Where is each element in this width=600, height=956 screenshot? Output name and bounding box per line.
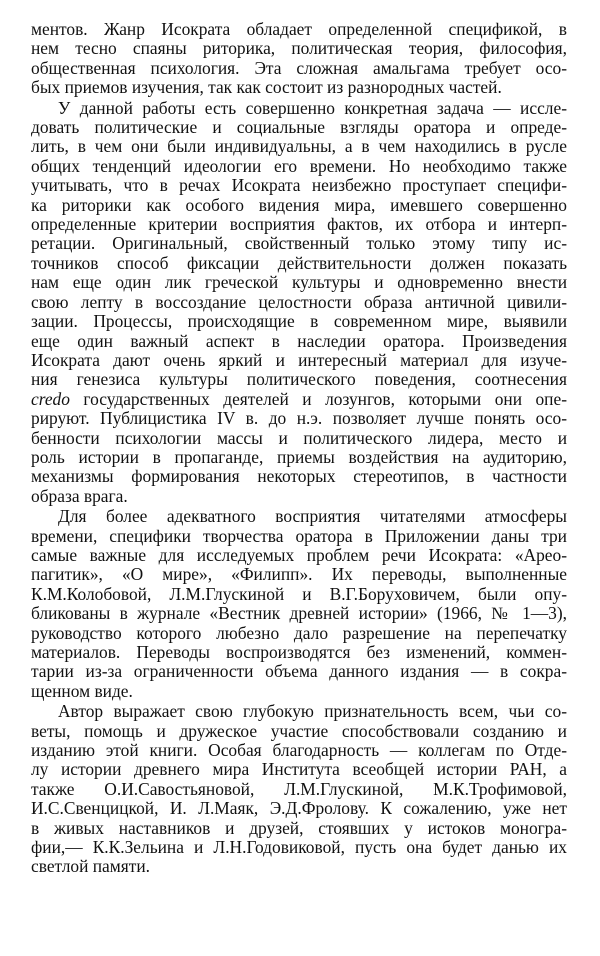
text-line: бенности психологии массы и политического лидера, место и bbox=[31, 428, 567, 448]
text-line: еще один важный аспект в наследии оратора. Произведения bbox=[31, 331, 567, 351]
text-line: щенном виде. bbox=[31, 681, 133, 701]
text-line: в живых наставников и друзей, стоявших у истоков моногра- bbox=[31, 818, 567, 838]
text-line: общественная психология. Эта сложная амальгама требует осо- bbox=[31, 58, 567, 78]
text-line: Автор выражает свою глубокую признательность всем, чьи со- bbox=[58, 702, 567, 722]
text-line: лу истории древнего мира Института всеобщей истории РАН, а bbox=[31, 760, 567, 780]
text-line: пагитик», «О мире», «Филипп». Их переводы, выполненные bbox=[31, 565, 567, 585]
text-line: светлой памяти. bbox=[31, 857, 151, 877]
paragraph-p3 bbox=[31, 702, 567, 877]
text-line: ка риторики как особого видения мира, имевшего совершенно bbox=[31, 195, 567, 215]
text-line: механизмы формирования некоторых стереотипов, в частности bbox=[31, 467, 567, 487]
text-line: Для более адекватного восприятия читателями атмосферы bbox=[58, 507, 567, 527]
text-line: точников способ фиксации действительности должен показать bbox=[31, 253, 567, 273]
text-line: бликованы в журнале «Вестник древней истории» (1966, № 1—3), bbox=[31, 604, 567, 624]
text-line: нем тесно спаяны риторика, политическая теория, философия, bbox=[31, 39, 567, 59]
text-line: веты, помощь и дружеское участие способствовали созданию и bbox=[31, 721, 567, 741]
text-line: самые важные для исследуемых проблем речи Исократа: «Арео- bbox=[31, 545, 567, 565]
text-line: нам еще один лик греческой культуры и одновременно внести bbox=[31, 273, 567, 293]
text-line: бых приемов изучения, так как состоит из разнородных частей. bbox=[31, 78, 502, 98]
text-line: общих тенденций идеологии его времени. Но необходимо также bbox=[31, 156, 567, 176]
text-line: фии,— К.К.Зельина и Л.Н.Годовиковой, пусть она будет данью их bbox=[31, 838, 567, 858]
text-line: зации. Процессы, происходящие в современном мире, выявили bbox=[31, 312, 567, 332]
text-line: ретации. Оригинальный, свойственный только этому типу ис- bbox=[31, 234, 567, 254]
text-line: руководство которого любезно дало разрешение на перепечатку bbox=[31, 623, 567, 643]
text-line: К.М.Колобовой, Л.М.Глускиной и В.Г.Боруховичем, были опу- bbox=[31, 584, 567, 604]
text-line: определенные критерии восприятия фактов, их отбора и интерп- bbox=[31, 215, 567, 235]
text-line: времени, специфики творчества оратора в Приложении даны три bbox=[31, 526, 567, 546]
text-line: лить, в чем они были индивидуальны, а в чем находились в русле bbox=[31, 137, 567, 157]
text-line: credo государственных деятелей и лозунгов, которыми они опе- bbox=[31, 389, 567, 409]
text-line: изданию этой книги. Особая благодарность — коллегам по Отде- bbox=[31, 741, 567, 761]
paragraph-p0 bbox=[31, 20, 567, 98]
text-line: учитывать, что в речах Исократа неизбежно проступает специфи- bbox=[31, 176, 567, 196]
text-line: рируют. Публицистика IV в. до н.э. позволяет лучше понять осо- bbox=[31, 409, 567, 429]
text-line: свою лепту в воссоздание целостности образа античной цивили- bbox=[31, 292, 567, 312]
text-line: материалов. Переводы воспроизводятся без изменений, коммен- bbox=[31, 643, 567, 662]
document-page bbox=[31, 20, 567, 877]
text-line: довать политические и социальные взгляды оратора и опреде- bbox=[31, 118, 567, 138]
text-line: образа врага. bbox=[31, 486, 128, 506]
paragraph-p2 bbox=[31, 507, 567, 701]
text-line: У данной работы есть совершенно конкретная задача — иссле- bbox=[58, 98, 567, 118]
text-line: тарии из-за ограниченности объема данного издания — в сокра- bbox=[31, 662, 567, 682]
paragraph-p1 bbox=[31, 99, 567, 507]
text-line: роль истории в пропаганде, приемы воздействия на аудиторию, bbox=[31, 447, 567, 467]
text-line: также О.И.Савостьяновой, Л.М.Глускиной, М.К.Трофимовой, bbox=[31, 779, 567, 799]
text-line: Исократа дают очень яркий и интересный материал для изуче- bbox=[31, 350, 567, 370]
text-line: ния генезиса культуры политического поведения, соотнесения bbox=[31, 370, 567, 390]
text-line: ментов. Жанр Исократа обладает определенной спецификой, в bbox=[31, 20, 567, 39]
text-line: И.С.Свенцицкой, И. Л.Маяк, Э.Д.Фролову. К сожалению, уже нет bbox=[31, 799, 567, 819]
